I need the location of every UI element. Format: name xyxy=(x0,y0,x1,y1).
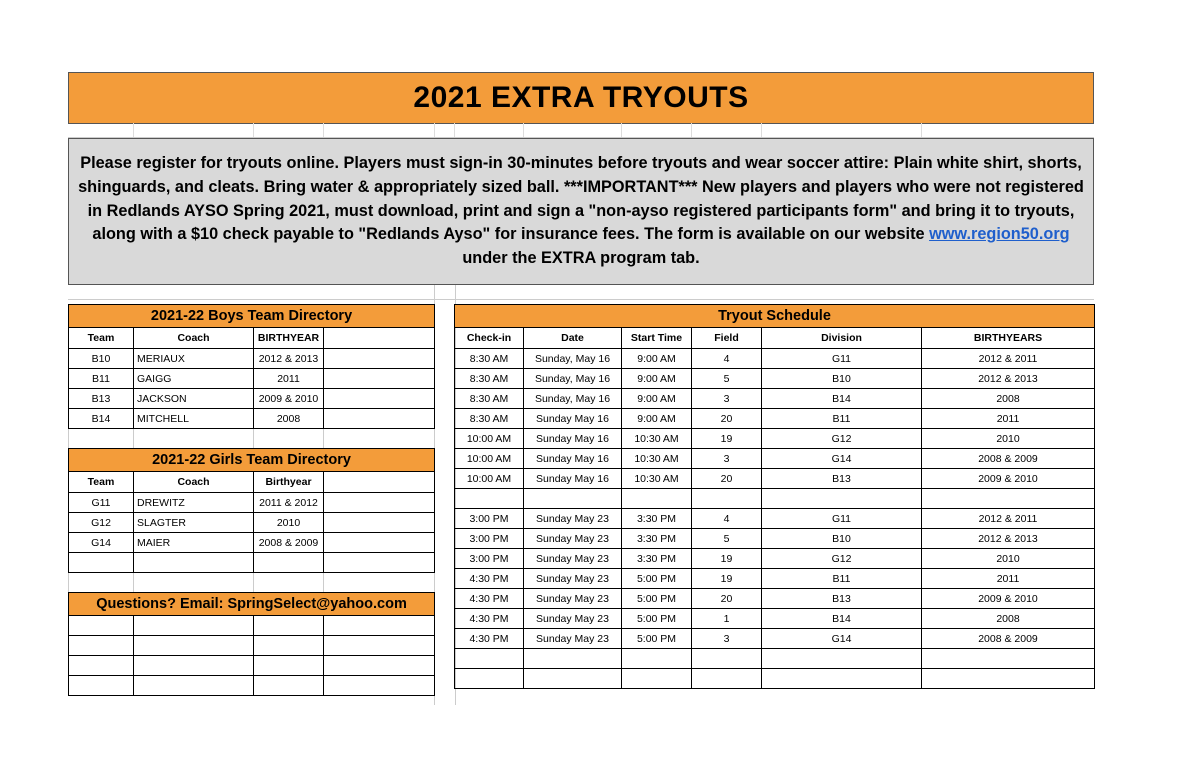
table-cell: 5:00 PM xyxy=(622,609,692,629)
table-cell: 2009 & 2010 xyxy=(254,389,324,409)
table-cell: G11 xyxy=(762,349,922,369)
table-cell: Sunday May 16 xyxy=(524,469,622,489)
empty-cell xyxy=(324,369,435,389)
empty-cell xyxy=(69,429,134,449)
table-cell: SLAGTER xyxy=(134,513,254,533)
blank-row xyxy=(69,656,435,676)
website-link[interactable]: www.region50.org xyxy=(929,225,1070,244)
table-cell: G12 xyxy=(762,549,922,569)
table-cell: 5 xyxy=(692,529,762,549)
table-cell: 4 xyxy=(692,349,762,369)
table-cell: B10 xyxy=(762,529,922,549)
table-row xyxy=(455,669,1095,689)
table-cell: 9:00 AM xyxy=(622,409,692,429)
table-cell: 9:00 AM xyxy=(622,369,692,389)
table-cell xyxy=(622,489,692,509)
blank-row xyxy=(69,429,435,449)
table-cell: 2009 & 2010 xyxy=(922,589,1095,609)
table-cell: Sunday May 23 xyxy=(524,589,622,609)
empty-cell xyxy=(254,553,324,573)
table-cell xyxy=(455,649,524,669)
schedule-title-row xyxy=(455,305,1095,328)
table-cell: 2010 xyxy=(922,549,1095,569)
table-cell xyxy=(692,649,762,669)
table-cell: Sunday, May 16 xyxy=(524,349,622,369)
schedule-column-headers xyxy=(455,328,1095,349)
table-row xyxy=(69,493,435,513)
notice-suffix: under the EXTRA program tab. xyxy=(462,249,700,268)
table-cell: 2008 xyxy=(254,409,324,429)
table-cell: MITCHELL xyxy=(134,409,254,429)
empty-cell xyxy=(134,429,254,449)
table-cell: 2008 xyxy=(922,609,1095,629)
table-cell: 2010 xyxy=(254,513,324,533)
table-cell xyxy=(762,489,922,509)
tryout-notice xyxy=(68,138,1094,285)
empty-cell xyxy=(134,616,254,636)
empty-cell xyxy=(134,656,254,676)
empty-cell xyxy=(324,349,435,369)
table-cell: 5:00 PM xyxy=(622,569,692,589)
table-cell: 19 xyxy=(692,569,762,589)
boys-directory-title-row xyxy=(69,305,435,328)
empty-cell xyxy=(324,676,435,696)
table-cell: GAIGG xyxy=(134,369,254,389)
table-cell: 5 xyxy=(692,369,762,389)
table-cell: 9:00 AM xyxy=(622,349,692,369)
table-cell: G12 xyxy=(762,429,922,449)
table-row xyxy=(455,569,1095,589)
table-cell: 2011 & 2012 xyxy=(254,493,324,513)
table-row xyxy=(455,449,1095,469)
column-header: Team xyxy=(69,472,134,493)
table-cell: 3 xyxy=(692,449,762,469)
table-cell: 4:30 PM xyxy=(455,629,524,649)
table-cell xyxy=(622,669,692,689)
empty-cell xyxy=(69,656,134,676)
table-cell xyxy=(524,669,622,689)
empty-cell xyxy=(254,429,324,449)
empty-cell xyxy=(254,616,324,636)
table-cell: B14 xyxy=(762,389,922,409)
page-title-bar xyxy=(68,72,1094,124)
table-cell: 3:30 PM xyxy=(622,549,692,569)
table-cell: B13 xyxy=(762,469,922,489)
table-cell: B14 xyxy=(69,409,134,429)
empty-cell xyxy=(324,493,435,513)
table-cell: G12 xyxy=(69,513,134,533)
tryout-schedule-table xyxy=(454,304,1095,689)
table-cell: Sunday, May 16 xyxy=(524,369,622,389)
table-cell: B10 xyxy=(69,349,134,369)
empty-cell xyxy=(324,472,435,493)
table-cell: 8:30 AM xyxy=(455,389,524,409)
empty-cell xyxy=(69,616,134,636)
table-cell: 1 xyxy=(692,609,762,629)
table-cell: 8:30 AM xyxy=(455,369,524,389)
empty-cell xyxy=(254,636,324,656)
table-cell: 4:30 PM xyxy=(455,569,524,589)
table-cell: Sunday May 23 xyxy=(524,509,622,529)
table-cell: DREWITZ xyxy=(134,493,254,513)
column-header: BIRTHYEARS xyxy=(922,328,1095,349)
table-cell: B13 xyxy=(69,389,134,409)
empty-cell xyxy=(254,573,324,593)
table-cell: B10 xyxy=(762,369,922,389)
column-header: BIRTHYEAR xyxy=(254,328,324,349)
column-header: Field xyxy=(692,328,762,349)
table-cell: 4 xyxy=(692,509,762,529)
empty-cell xyxy=(134,676,254,696)
table-cell: Sunday May 16 xyxy=(524,429,622,449)
table-cell: 2008 & 2009 xyxy=(254,533,324,553)
blank-row xyxy=(69,676,435,696)
table-cell xyxy=(922,669,1095,689)
empty-cell xyxy=(69,636,134,656)
table-cell: MAIER xyxy=(134,533,254,553)
empty-cell xyxy=(324,429,435,449)
table-row xyxy=(455,469,1095,489)
table-cell: 3:00 PM xyxy=(455,549,524,569)
girls-directory-title-row xyxy=(69,449,435,472)
table-cell: B11 xyxy=(762,409,922,429)
table-cell: G11 xyxy=(69,493,134,513)
table-cell: 10:00 AM xyxy=(455,429,524,449)
spacer-row xyxy=(68,285,1094,300)
table-cell: 20 xyxy=(692,469,762,489)
table-cell: 2011 xyxy=(922,409,1095,429)
empty-cell xyxy=(324,533,435,553)
table-cell: G14 xyxy=(762,629,922,649)
table-row xyxy=(69,349,435,369)
empty-cell xyxy=(324,513,435,533)
table-cell: 5:00 PM xyxy=(622,589,692,609)
table-cell: 2012 & 2013 xyxy=(922,369,1095,389)
table-cell: JACKSON xyxy=(134,389,254,409)
column-header: Date xyxy=(524,328,622,349)
table-cell: Sunday May 16 xyxy=(524,409,622,429)
column-header: Start Time xyxy=(622,328,692,349)
empty-cell xyxy=(324,573,435,593)
table-cell: 2012 & 2011 xyxy=(922,509,1095,529)
table-cell: 2011 xyxy=(254,369,324,389)
table-cell: 3:30 PM xyxy=(622,509,692,529)
table-row xyxy=(455,629,1095,649)
column-header: Coach xyxy=(134,328,254,349)
blank-row xyxy=(69,636,435,656)
empty-cell xyxy=(324,389,435,409)
table-cell: 3 xyxy=(692,629,762,649)
table-row xyxy=(69,369,435,389)
empty-cell xyxy=(69,676,134,696)
table-cell: 10:30 AM xyxy=(622,469,692,489)
table-cell: 2012 & 2013 xyxy=(922,529,1095,549)
table-cell: Sunday May 23 xyxy=(524,629,622,649)
table-cell: 2012 & 2011 xyxy=(922,349,1095,369)
table-cell: 10:00 AM xyxy=(455,469,524,489)
table-cell xyxy=(762,669,922,689)
table-cell: B14 xyxy=(762,609,922,629)
table-cell xyxy=(762,649,922,669)
column-header: Team xyxy=(69,328,134,349)
table-cell: 5:00 PM xyxy=(622,629,692,649)
table-cell: 20 xyxy=(692,589,762,609)
blank-row xyxy=(69,616,435,636)
questions-email: Questions? Email: SpringSelect@yahoo.com xyxy=(69,593,435,616)
table-cell xyxy=(524,649,622,669)
table-row xyxy=(69,533,435,553)
table-cell: 3:00 PM xyxy=(455,509,524,529)
table-cell: 2010 xyxy=(922,429,1095,449)
notice-body: Please register for tryouts online. Players must sign-in 30-minutes before tryouts and wear soccer attire: Plain white shirt, shorts, shinguards, and cleats. Bring water & appropriately sized ball. ***IMPORTANT*** New players and players who were not registered in Redlands AYSO Spring 2021, must download, print and sign a "non-ayso registered participants form" and bring it to tryouts, along with a $10 check payable to "Redlands Ayso" for insurance fees. The form is available on our website xyxy=(78,154,1084,244)
boys-directory-title: 2021-22 Boys Team Directory xyxy=(69,305,435,328)
table-cell: 9:00 AM xyxy=(622,389,692,409)
table-cell: 8:30 AM xyxy=(455,349,524,369)
table-cell: 3:00 PM xyxy=(455,529,524,549)
empty-cell xyxy=(324,656,435,676)
table-cell: 10:30 AM xyxy=(622,449,692,469)
spacer-row xyxy=(68,123,1094,138)
empty-cell xyxy=(324,553,435,573)
table-cell: 2008 & 2009 xyxy=(922,449,1095,469)
blank-row xyxy=(69,573,435,593)
table-row xyxy=(455,589,1095,609)
table-cell: 2011 xyxy=(922,569,1095,589)
table-row xyxy=(69,513,435,533)
table-cell: Sunday, May 16 xyxy=(524,389,622,409)
girls-column-headers xyxy=(69,472,435,493)
girls-directory-title: 2021-22 Girls Team Directory xyxy=(69,449,435,472)
table-cell xyxy=(922,489,1095,509)
table-row xyxy=(455,549,1095,569)
empty-cell xyxy=(324,409,435,429)
table-cell: 4:30 PM xyxy=(455,609,524,629)
table-cell: 20 xyxy=(692,409,762,429)
table-cell: 2008 xyxy=(922,389,1095,409)
table-cell xyxy=(622,649,692,669)
table-cell: B11 xyxy=(762,569,922,589)
table-row xyxy=(455,509,1095,529)
table-row xyxy=(455,429,1095,449)
empty-cell xyxy=(134,573,254,593)
table-cell: Sunday May 23 xyxy=(524,569,622,589)
table-cell: 2008 & 2009 xyxy=(922,629,1095,649)
questions-email-row xyxy=(69,593,435,616)
table-row xyxy=(455,649,1095,669)
table-row xyxy=(69,409,435,429)
spreadsheet-page xyxy=(68,72,1094,705)
empty-cell xyxy=(324,616,435,636)
column-divider xyxy=(434,285,456,705)
schedule-title: Tryout Schedule xyxy=(455,305,1095,328)
column-header: Coach xyxy=(134,472,254,493)
empty-cell xyxy=(254,656,324,676)
table-cell xyxy=(455,669,524,689)
page-title: 2021 EXTRA TRYOUTS xyxy=(413,81,749,114)
table-row xyxy=(455,489,1095,509)
table-cell: Sunday May 16 xyxy=(524,449,622,469)
empty-cell xyxy=(69,573,134,593)
table-cell: G14 xyxy=(69,533,134,553)
table-cell xyxy=(692,489,762,509)
table-cell: 3 xyxy=(692,389,762,409)
column-header: Division xyxy=(762,328,922,349)
table-cell: Sunday May 23 xyxy=(524,529,622,549)
table-cell: G11 xyxy=(762,509,922,529)
table-cell: 10:00 AM xyxy=(455,449,524,469)
table-cell: 19 xyxy=(692,429,762,449)
team-directory-table xyxy=(68,304,435,696)
table-cell: 4:30 PM xyxy=(455,589,524,609)
table-row xyxy=(455,409,1095,429)
table-cell: B13 xyxy=(762,589,922,609)
table-cell: MERIAUX xyxy=(134,349,254,369)
table-cell: 19 xyxy=(692,549,762,569)
table-row xyxy=(455,369,1095,389)
column-header: Check-in xyxy=(455,328,524,349)
table-cell xyxy=(524,489,622,509)
table-cell: Sunday May 23 xyxy=(524,549,622,569)
empty-cell xyxy=(134,553,254,573)
table-cell: 8:30 AM xyxy=(455,409,524,429)
table-cell xyxy=(922,649,1095,669)
table-row xyxy=(455,389,1095,409)
table-cell: 3:30 PM xyxy=(622,529,692,549)
empty-cell xyxy=(69,553,134,573)
empty-cell xyxy=(324,636,435,656)
table-cell xyxy=(455,489,524,509)
table-row xyxy=(69,389,435,409)
table-row xyxy=(455,349,1095,369)
table-cell: 2012 & 2013 xyxy=(254,349,324,369)
empty-cell xyxy=(254,676,324,696)
table-cell: G14 xyxy=(762,449,922,469)
table-row xyxy=(455,529,1095,549)
empty-cell xyxy=(134,636,254,656)
empty-cell xyxy=(324,328,435,349)
table-cell: 2009 & 2010 xyxy=(922,469,1095,489)
table-cell: Sunday May 23 xyxy=(524,609,622,629)
notice-text xyxy=(69,152,1093,271)
table-cell: B11 xyxy=(69,369,134,389)
boys-column-headers xyxy=(69,328,435,349)
table-cell: 10:30 AM xyxy=(622,429,692,449)
blank-row xyxy=(69,553,435,573)
table-cell xyxy=(692,669,762,689)
column-header: Birthyear xyxy=(254,472,324,493)
table-row xyxy=(455,609,1095,629)
